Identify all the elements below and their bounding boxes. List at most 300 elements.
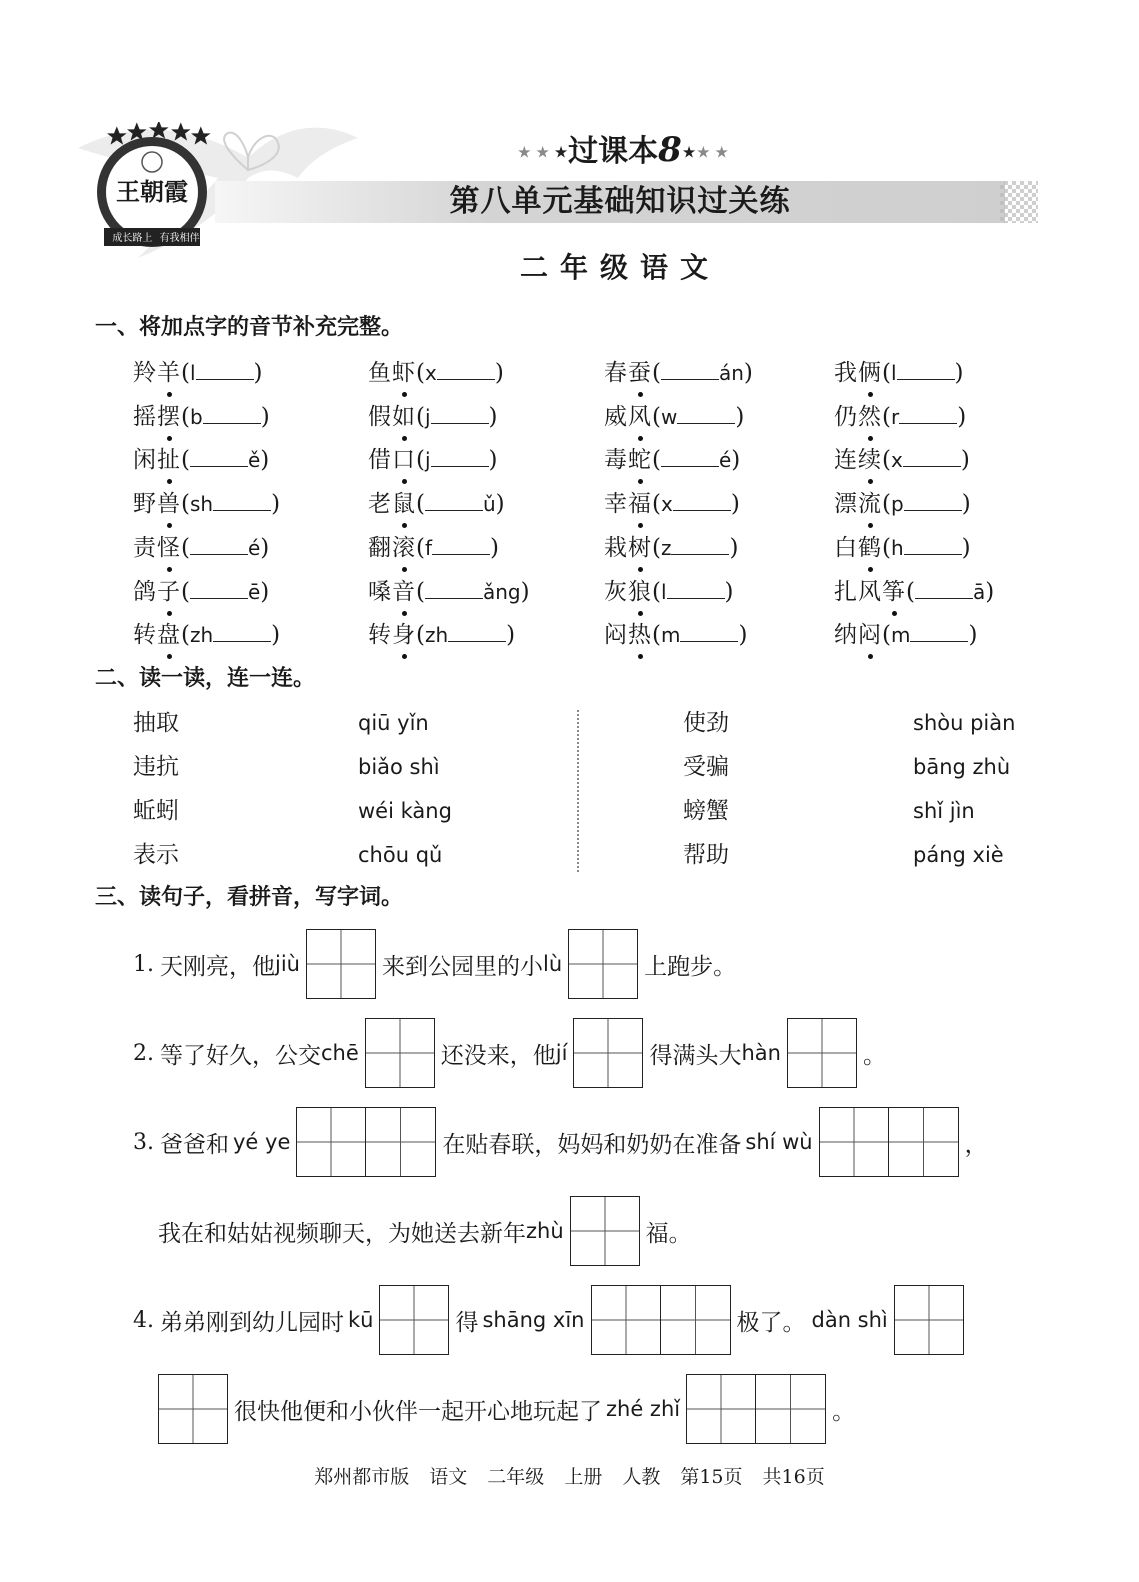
section3-heading: 三、读句子，看拼音，写字词。: [95, 885, 404, 910]
logo-slogan: [106, 229, 206, 244]
paren-close: ): [260, 447, 270, 474]
paren-close: ): [488, 447, 498, 474]
tian-cell[interactable]: [889, 1107, 959, 1177]
item-word: 借口: [368, 447, 416, 474]
paren-open: (: [181, 622, 190, 649]
sentence-4-continued: [158, 1373, 855, 1445]
paren-open: (: [652, 534, 661, 561]
paren-open: (: [882, 447, 891, 474]
pinyin-prefix: m: [890, 623, 911, 648]
paren-close: ): [738, 622, 748, 649]
pinyin-prefix: l: [890, 361, 897, 385]
writing-box[interactable]: [894, 1285, 964, 1355]
paren-open: (: [416, 403, 425, 430]
emphasis-dot: [402, 479, 407, 484]
emphasis-dot: [638, 436, 643, 441]
match-pinyin-left[interactable]: biǎo shì: [358, 755, 440, 779]
answer-blank[interactable]: [904, 490, 962, 511]
item-word: 嗓音: [368, 578, 416, 605]
writing-box[interactable]: [819, 1107, 959, 1177]
item-word: 假如: [368, 403, 416, 430]
sentence-text: 。: [832, 1398, 856, 1425]
pinyin-hint: shāng xīn: [482, 1308, 585, 1332]
answer-blank[interactable]: [671, 534, 729, 555]
item-word: 漂流: [834, 491, 882, 518]
sentence-text: 弟弟刚到幼儿园时: [160, 1309, 344, 1336]
pinyin-prefix: h: [890, 535, 904, 560]
emphasis-dot: [167, 654, 172, 659]
pinyin-prefix: f: [424, 535, 433, 560]
paren-close: ): [724, 578, 734, 605]
sentence-text: 福。: [645, 1220, 692, 1247]
writing-box[interactable]: [379, 1285, 449, 1355]
answer-blank[interactable]: [203, 403, 261, 424]
emphasis-dot: [638, 392, 643, 397]
pinyin-item: [604, 442, 740, 478]
emphasis-dot: [638, 523, 643, 528]
tian-cell[interactable]: [306, 929, 376, 999]
pinyin-prefix: zh: [424, 623, 449, 648]
sentence-text: 。: [862, 1042, 886, 1069]
paren-close: ): [968, 622, 978, 649]
page-subtitle: 二年级语文: [519, 251, 720, 284]
paren-close: ): [253, 360, 263, 386]
item-word: 幸福: [604, 491, 652, 518]
pinyin-item: [133, 399, 270, 435]
pinyin-suffix: ě: [247, 448, 261, 473]
item-word: 闷热: [604, 622, 652, 649]
pinyin-item: [604, 399, 744, 435]
paren-close: ): [271, 491, 281, 518]
banner-checker-pattern: [1000, 181, 1038, 223]
match-pinyin-right[interactable]: shòu piàn: [913, 711, 1016, 735]
footer-item: 郑州都市版: [314, 1466, 410, 1488]
match-word-right[interactable]: 使劲: [683, 710, 729, 736]
column-divider: [577, 710, 579, 872]
match-pinyin-right[interactable]: shǐ jìn: [913, 799, 975, 823]
match-pinyin-left[interactable]: qiū yǐn: [358, 711, 429, 735]
paren-close: ): [731, 447, 741, 474]
answer-blank[interactable]: [899, 403, 957, 424]
match-pinyin-right[interactable]: bāng zhù: [913, 755, 1011, 779]
paren-close: ): [506, 622, 516, 649]
match-word-left[interactable]: 抽取: [133, 710, 179, 736]
item-word: 鱼虾: [368, 360, 416, 386]
pinyin-prefix: zh: [189, 623, 214, 648]
pinyin-prefix: x: [660, 492, 673, 517]
item-word: 责怪: [133, 534, 181, 561]
tian-cell[interactable]: [756, 1374, 826, 1444]
pinyin-item: [368, 486, 505, 522]
pinyin-item: [834, 574, 994, 610]
tian-cell[interactable]: [573, 1018, 643, 1088]
writing-box[interactable]: [306, 929, 376, 999]
match-word-right[interactable]: 螃蟹: [683, 798, 729, 824]
paren-close: ): [961, 534, 971, 561]
answer-blank[interactable]: [190, 578, 248, 599]
pinyin-hint: zhé zhǐ: [606, 1397, 681, 1421]
pinyin-item: [604, 355, 753, 391]
tian-cell[interactable]: [787, 1018, 857, 1088]
emphasis-dot: [167, 392, 172, 397]
pinyin-prefix: sh: [189, 492, 214, 517]
item-word: 威风: [604, 403, 652, 430]
sentence-text: 我在和姑姑视频聊天，为她送去新年: [158, 1220, 526, 1247]
answer-blank[interactable]: [425, 578, 483, 599]
pinyin-item: [604, 574, 734, 610]
emphasis-dot: [892, 611, 897, 616]
pinyin-prefix: x: [424, 361, 437, 385]
paren-open: (: [416, 447, 425, 474]
paren-open: (: [181, 447, 190, 474]
pinyin-item: [604, 617, 747, 653]
answer-blank[interactable]: [190, 446, 248, 467]
pinyin-item: [604, 530, 738, 566]
paren-close: ): [490, 534, 500, 561]
item-word: 野兽: [133, 491, 181, 518]
tian-cell[interactable]: [568, 929, 638, 999]
star-icon: ★★: [517, 142, 554, 162]
pinyin-prefix: l: [660, 579, 667, 604]
pinyin-item: [368, 399, 498, 435]
pinyin-item: [834, 442, 970, 478]
pinyin-item: [133, 617, 280, 653]
sentence-text: 爸爸和: [160, 1131, 229, 1158]
item-word: 毒蛇: [604, 447, 652, 474]
pinyin-item: [133, 486, 280, 522]
answer-blank[interactable]: [448, 621, 506, 642]
pinyin-item: [133, 355, 263, 391]
emphasis-dot: [868, 654, 873, 659]
sentence-3-continued: [158, 1195, 692, 1267]
sentence-1: [133, 928, 736, 1000]
match-word-left[interactable]: 表示: [133, 842, 179, 868]
paren-open: (: [882, 403, 891, 430]
answer-blank[interactable]: [667, 578, 725, 599]
paren-close: ): [735, 403, 745, 430]
match-word-right[interactable]: 帮助: [683, 842, 729, 868]
emphasis-dot: [167, 479, 172, 484]
sentence-text: 在贴春联，妈妈和奶奶在准备: [442, 1131, 742, 1158]
emphasis-dot: [868, 567, 873, 572]
paren-open: (: [882, 491, 891, 518]
item-word: 鸽子: [133, 578, 181, 605]
paren-open: (: [882, 534, 891, 561]
tian-cell[interactable]: [296, 1107, 366, 1177]
emphasis-dot: [167, 436, 172, 441]
pinyin-item: [834, 530, 971, 566]
answer-blank[interactable]: [437, 359, 495, 380]
sentence-text: 等了好久，公交: [160, 1042, 321, 1069]
item-word: 我俩: [834, 360, 882, 386]
paren-open: (: [652, 578, 661, 605]
answer-blank[interactable]: [910, 621, 968, 642]
item-word: 摇摆: [133, 403, 181, 430]
pinyin-prefix: p: [890, 492, 904, 517]
answer-blank[interactable]: [673, 490, 731, 511]
writing-box[interactable]: [568, 929, 638, 999]
pinyin-item: [604, 486, 740, 522]
pinyin-item: [834, 617, 977, 653]
emphasis-dot: [638, 567, 643, 572]
paren-open: (: [652, 491, 661, 518]
paren-open: (: [416, 578, 425, 605]
unit-title: 第八单元基础知识过关练: [449, 184, 791, 219]
sentence-text: 得满头大: [649, 1042, 742, 1069]
emphasis-dot: [868, 436, 873, 441]
pinyin-prefix: w: [660, 404, 678, 429]
series-number: 8: [658, 130, 682, 170]
pinyin-suffix: án: [718, 361, 744, 385]
pinyin-hint: shí wù: [745, 1130, 813, 1154]
pinyin-hint: jiù: [275, 952, 300, 976]
answer-blank[interactable]: [903, 446, 961, 467]
footer-item: 人教: [622, 1466, 661, 1488]
paren-close: ): [260, 578, 270, 605]
writing-box[interactable]: [365, 1018, 435, 1088]
pinyin-prefix: j: [424, 448, 431, 473]
pinyin-suffix: ǔ: [482, 492, 496, 517]
answer-blank[interactable]: [213, 490, 271, 511]
paren-open: (: [652, 447, 661, 474]
paren-close: ): [495, 491, 505, 518]
sentence-4: [133, 1284, 970, 1356]
answer-blank[interactable]: [915, 578, 973, 599]
pinyin-hint: hàn: [741, 1041, 781, 1065]
writing-box[interactable]: [686, 1374, 826, 1444]
tian-cell[interactable]: [570, 1196, 640, 1266]
writing-box[interactable]: [787, 1018, 857, 1088]
paren-open: (: [882, 622, 891, 649]
pinyin-hint: jí: [555, 1041, 568, 1065]
answer-blank[interactable]: [661, 359, 719, 380]
section2-heading: 二、读一读，连一连。: [95, 666, 316, 691]
paren-open: (: [181, 491, 190, 518]
paren-close: ): [729, 534, 739, 561]
section1-heading: 一、将加点字的音节补充完整。: [95, 315, 404, 340]
paren-close: ): [730, 491, 740, 518]
sentence-number: 4.: [133, 1307, 154, 1333]
emphasis-dot: [638, 654, 643, 659]
emphasis-dot: [402, 523, 407, 528]
answer-blank[interactable]: [196, 359, 254, 380]
logo-slogan-left: 成长路上: [112, 233, 153, 244]
item-word: 闲扯: [133, 447, 181, 474]
pinyin-item: [368, 355, 504, 391]
answer-blank[interactable]: [904, 534, 962, 555]
pinyin-suffix: ē: [247, 579, 261, 604]
sentence-text: 上跑步。: [644, 953, 737, 980]
paren-close: ): [488, 403, 498, 430]
paren-open: (: [652, 403, 661, 430]
item-word: 扎风筝: [834, 578, 906, 605]
paren-open: (: [181, 578, 190, 605]
sentence-2: [133, 1017, 886, 1089]
answer-blank[interactable]: [661, 446, 719, 467]
sentence-text: 很快他便和小伙伴一起开心地玩起了: [234, 1398, 602, 1425]
tian-cell[interactable]: [379, 1285, 449, 1355]
pinyin-hint: lù: [542, 952, 563, 976]
answer-blank[interactable]: [432, 534, 490, 555]
tian-cell[interactable]: [365, 1018, 435, 1088]
item-word: 仍然: [834, 403, 882, 430]
writing-box[interactable]: [573, 1018, 643, 1088]
pinyin-suffix: é: [247, 535, 261, 560]
item-word: 转身: [368, 622, 416, 649]
answer-blank[interactable]: [190, 534, 248, 555]
paren-open: (: [416, 491, 425, 518]
sentence-number: 1.: [133, 951, 154, 977]
writing-box[interactable]: [296, 1107, 436, 1177]
answer-blank[interactable]: [425, 490, 483, 511]
item-word: 纳闷: [834, 622, 882, 649]
answer-blank[interactable]: [897, 359, 955, 380]
pinyin-suffix: ǎng: [482, 579, 521, 604]
pinyin-hint: dàn shì: [811, 1308, 888, 1332]
star-icon: ★: [553, 142, 569, 162]
emphasis-dot: [638, 479, 643, 484]
sentence-3: [133, 1106, 988, 1178]
answer-blank[interactable]: [677, 403, 735, 424]
series-title: [500, 128, 750, 172]
match-word-left[interactable]: 蚯蚓: [133, 798, 179, 824]
emphasis-dot: [167, 523, 172, 528]
sentence-number: 2.: [133, 1040, 154, 1066]
emphasis-dot: [402, 567, 407, 572]
pinyin-prefix: m: [660, 623, 681, 648]
paren-close: ): [985, 578, 995, 605]
paren-close: ): [954, 360, 964, 386]
paren-close: ): [260, 403, 270, 430]
footer-item: 第15页: [680, 1466, 743, 1488]
emphasis-dot: [868, 392, 873, 397]
tian-cell[interactable]: [366, 1107, 436, 1177]
pinyin-hint: zhù: [526, 1219, 564, 1243]
item-word: 羚羊: [133, 360, 181, 386]
match-pinyin-right[interactable]: páng xiè: [913, 843, 1004, 867]
paren-open: (: [882, 360, 891, 386]
match-word-left[interactable]: 违抗: [133, 754, 179, 780]
pinyin-prefix: r: [890, 404, 900, 429]
emphasis-dot: [402, 611, 407, 616]
tian-cell[interactable]: [819, 1107, 889, 1177]
series-title-text: 过课本: [568, 134, 659, 169]
answer-blank[interactable]: [213, 621, 271, 642]
pinyin-item: [834, 486, 971, 522]
page-footer: [0, 1462, 1139, 1492]
pinyin-item: [133, 442, 269, 478]
item-word: 栽树: [604, 534, 652, 561]
footer-item: 语文: [429, 1466, 468, 1488]
emphasis-dot: [167, 611, 172, 616]
tian-cell[interactable]: [158, 1374, 228, 1444]
pinyin-item: [133, 530, 269, 566]
pinyin-hint: kū: [348, 1308, 374, 1332]
match-word-right[interactable]: 受骗: [683, 754, 729, 780]
paren-open: (: [416, 360, 425, 386]
pinyin-suffix: ā: [972, 579, 986, 604]
footer-item: 共16页: [762, 1466, 825, 1488]
answer-blank[interactable]: [680, 621, 738, 642]
sentence-text: 极了。: [736, 1309, 806, 1336]
paren-close: ): [520, 578, 530, 605]
paren-open: (: [416, 534, 425, 561]
emphasis-dot: [868, 479, 873, 484]
paren-open: (: [416, 622, 425, 649]
sentence-text: 天刚亮，他: [160, 953, 275, 980]
pinyin-prefix: z: [660, 535, 672, 560]
match-pinyin-left[interactable]: wéi kàng: [358, 799, 452, 823]
emphasis-dot: [402, 654, 407, 659]
pinyin-prefix: x: [890, 448, 903, 473]
item-word: 连续: [834, 447, 882, 474]
pinyin-item: [368, 617, 515, 653]
emphasis-dot: [402, 436, 407, 441]
emphasis-dot: [402, 392, 407, 397]
paren-close: ): [957, 403, 967, 430]
item-word: 翻滚: [368, 534, 416, 561]
item-word: 转盘: [133, 622, 181, 649]
sentence-number: 3.: [133, 1129, 154, 1155]
pinyin-prefix: j: [424, 404, 431, 429]
pinyin-prefix: b: [189, 404, 203, 429]
paren-close: ): [743, 360, 753, 386]
tian-cell[interactable]: [591, 1285, 661, 1355]
paren-open: (: [181, 403, 190, 430]
paren-close: ): [961, 491, 971, 518]
pinyin-suffix: é: [718, 448, 732, 473]
tian-cell[interactable]: [686, 1374, 756, 1444]
item-word: 老鼠: [368, 491, 416, 518]
footer-item: 上册: [564, 1466, 603, 1488]
paren-open: (: [181, 534, 190, 561]
tian-cell[interactable]: [894, 1285, 964, 1355]
emphasis-dot: [638, 611, 643, 616]
pinyin-item: [368, 574, 530, 610]
pinyin-item: [368, 530, 499, 566]
writing-box[interactable]: [158, 1374, 228, 1444]
paren-open: (: [652, 622, 661, 649]
item-word: 白鹤: [834, 534, 882, 561]
pinyin-item: [133, 574, 269, 610]
logo-brand-text: 王朝霞: [116, 177, 188, 206]
star-icon: ★: [681, 142, 697, 162]
item-word: 灰狼: [604, 578, 652, 605]
answer-blank[interactable]: [431, 403, 489, 424]
paren-close: ): [494, 360, 504, 386]
answer-blank[interactable]: [431, 446, 489, 467]
item-word: 春蚕: [604, 360, 652, 386]
paren-open: (: [906, 578, 915, 605]
pinyin-hint: chē: [321, 1041, 359, 1065]
tian-cell[interactable]: [661, 1285, 731, 1355]
writing-box[interactable]: [591, 1285, 731, 1355]
sentence-text: 得: [455, 1309, 479, 1336]
pinyin-item: [368, 442, 498, 478]
star-icon: ★★: [696, 142, 733, 162]
paren-open: (: [181, 360, 190, 386]
paren-open: (: [652, 360, 661, 386]
paren-close: ): [271, 622, 281, 649]
pinyin-hint: yé ye: [233, 1130, 291, 1154]
sentence-text: ，: [964, 1131, 988, 1158]
pinyin-item: [834, 355, 964, 391]
sentence-text: 来到公园里的小: [381, 953, 543, 980]
pinyin-item: [834, 399, 966, 435]
writing-box[interactable]: [570, 1196, 640, 1266]
match-pinyin-left[interactable]: chōu qǔ: [358, 843, 443, 867]
paren-close: ): [260, 534, 270, 561]
